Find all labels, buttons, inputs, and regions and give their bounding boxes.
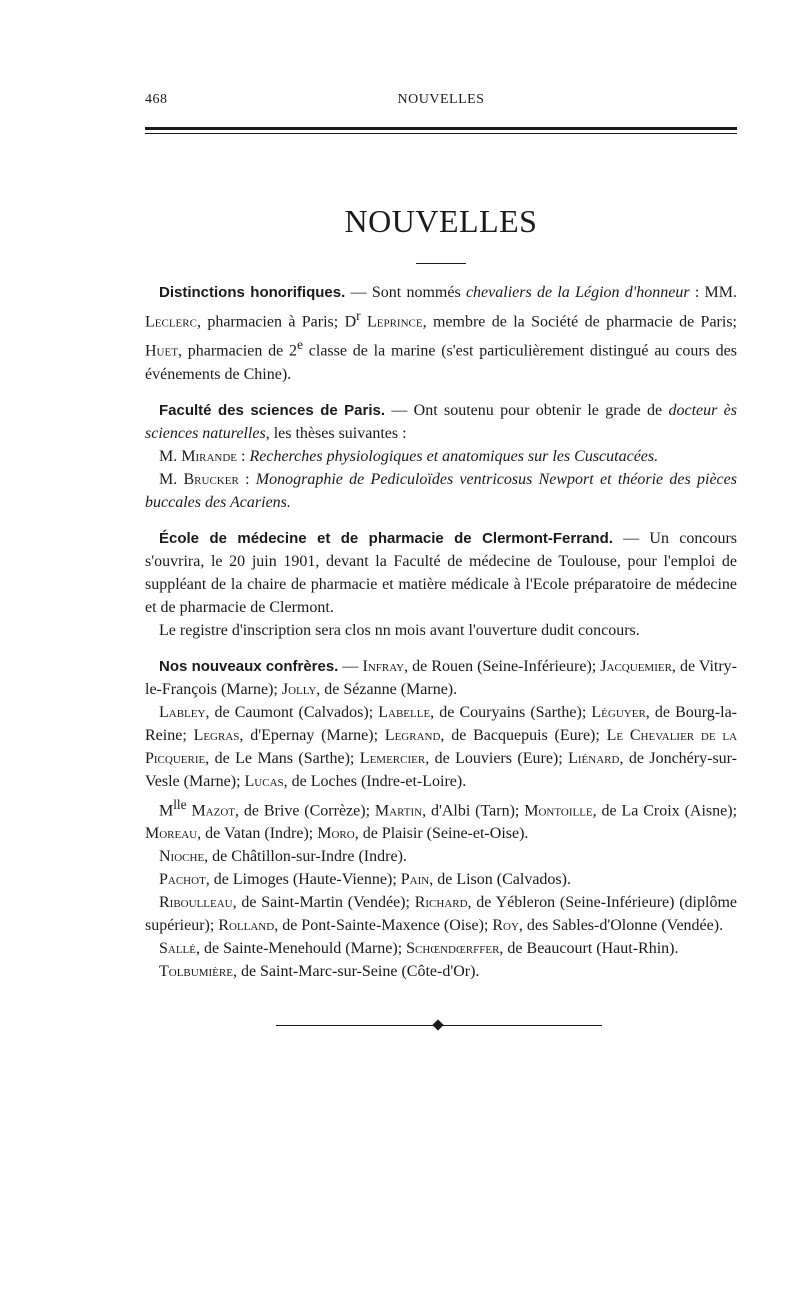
- text: , de Couryains (Sarthe);: [430, 703, 592, 721]
- text-italic: chevaliers de la Légion d'honneur: [465, 284, 690, 301]
- text: , de Vitry-le-François (Marne);: [145, 657, 738, 698]
- header-rule-thick: [145, 127, 737, 130]
- text: , de Loches (Indre-et-Loire).: [283, 772, 467, 790]
- paragraph: [145, 468, 737, 514]
- paragraph: [145, 655, 737, 701]
- section-heading: Nos nouveaux confrères.: [159, 657, 339, 675]
- text: :: [238, 470, 256, 488]
- text: Le registre d'inscription sera clos nn mois avant l'ouverture dudit concours.: [159, 621, 640, 639]
- person-name: Nioche: [159, 847, 205, 865]
- person-name: Rolland: [218, 916, 275, 934]
- person-name: Montoille: [524, 801, 593, 819]
- text: —: [338, 657, 363, 675]
- person-name: Labley: [159, 703, 206, 721]
- person-name: Pachot: [159, 870, 206, 888]
- text: , de Bacquepuis (Eure);: [440, 726, 607, 744]
- text: , de Pont-Sainte-Maxence (Oise);: [274, 916, 493, 934]
- text: , pharmacien à Paris; D: [196, 313, 357, 331]
- person-name: Martin: [374, 801, 423, 819]
- text: , de Saint-Marc-sur-Seine (Côte-d'Or).: [232, 962, 480, 980]
- paragraph: [145, 527, 737, 619]
- text: M.: [159, 447, 182, 465]
- person-name: Pain: [400, 870, 430, 888]
- text: , d'Epernay (Marne);: [239, 726, 385, 744]
- person-name: Mirande: [181, 447, 238, 465]
- person-name: Roy: [492, 916, 519, 934]
- text: , pharmacien de 2: [177, 342, 298, 360]
- end-ornament: [276, 1018, 602, 1032]
- text: , de Louviers (Eure);: [425, 749, 569, 767]
- person-name: Schœndœrffer: [406, 939, 500, 957]
- text: , de Le Mans (Sarthe);: [205, 749, 360, 767]
- text: , de Saint-Martin (Vendée);: [232, 893, 415, 911]
- text: : MM.: [689, 284, 737, 301]
- text: classe de la marine (s'est particulièrement distingué au cours des événements de Chine).: [145, 342, 737, 383]
- superscript: lle: [173, 796, 187, 812]
- running-head: [145, 92, 737, 112]
- person-name: Moro: [317, 824, 355, 842]
- person-name: Le Chevalier de la Picquerie: [145, 726, 738, 767]
- person-name: Infray: [362, 657, 405, 675]
- person-name: Liénard: [568, 749, 620, 767]
- text: , de Caumont (Calvados);: [205, 703, 379, 721]
- paragraph: [145, 793, 737, 845]
- person-name: Legrand: [384, 726, 441, 744]
- text: , de Rouen (Seine-Inférieure);: [404, 657, 601, 675]
- person-name: Legras: [193, 726, 240, 744]
- text: , de Jonchéry-sur-Vesle (Marne);: [145, 749, 738, 790]
- text: , de Brive (Corrèze);: [235, 801, 375, 819]
- person-name: Lemercier: [359, 749, 426, 767]
- paragraph: [145, 868, 737, 891]
- person-name: Huet: [145, 342, 178, 360]
- paragraph: [145, 937, 737, 960]
- person-name: Jolly: [281, 680, 317, 698]
- text: , de Vatan (Indre);: [197, 824, 318, 842]
- person-name: Brucker: [183, 470, 239, 488]
- person-name: Leclerc: [145, 313, 197, 331]
- person-name: Riboulleau: [159, 893, 233, 911]
- person-name: Léguyer: [591, 703, 646, 721]
- person-name: Tolbumière: [159, 962, 233, 980]
- thesis-title: Recherches physiologiques et anatomiques sur les Cuscutacées.: [249, 447, 659, 465]
- text: M.: [159, 470, 184, 488]
- article-body: [145, 281, 737, 996]
- text: , de Sainte-Menehould (Marne);: [196, 939, 407, 957]
- person-name: Sallé: [159, 939, 196, 957]
- text: , de La Croix (Aisne);: [592, 801, 738, 819]
- text: , de Plaisir (Seine-et-Oise).: [354, 824, 529, 842]
- person-name: Jacquemier: [600, 657, 672, 675]
- diamond-icon: [432, 1019, 443, 1030]
- text: , d'Albi (Tarn);: [422, 801, 525, 819]
- paragraph: [145, 960, 737, 983]
- section-heading: Distinctions honorifiques.: [159, 284, 346, 301]
- text: , les thèses suivantes :: [265, 424, 407, 442]
- person-name: Mazot: [191, 801, 236, 819]
- thesis-title: Monographie de Pediculoïdes ventricosus Newport et théorie des pièces buccales des Acariens.: [145, 470, 737, 511]
- text: , des Sables-d'Olonne (Vendée).: [518, 916, 724, 934]
- superscript: e: [297, 337, 303, 353]
- paragraph: [145, 845, 737, 868]
- text: , de Yébleron (Seine-Inférieure) (diplôme supérieur);: [145, 893, 737, 934]
- text: , membre de la Société de pharmacie de Paris;: [422, 313, 737, 331]
- paragraph: [145, 701, 737, 793]
- text: :: [237, 447, 250, 465]
- header-rule-thin: [145, 133, 737, 134]
- text: — Un concours s'ouvrira, le 20 juin 1901, devant la Faculté de médecine de Toulouse, pour l'emploi de suppléant de la chaire de pharmacie et matière médicale à l'Ecole préparatoire de médecine et de pharmacie de Clermont.: [145, 529, 737, 616]
- text: , de Lison (Calvados).: [429, 870, 571, 888]
- page-number: 468: [145, 92, 168, 107]
- section-distinctions: [145, 281, 737, 386]
- text: — Sont nommés: [345, 284, 466, 301]
- person-name: Labelle: [378, 703, 431, 721]
- person-name: Richard: [414, 893, 468, 911]
- running-title: NOUVELLES: [397, 92, 485, 107]
- section-faculte: [145, 399, 737, 514]
- section-ecole: [145, 527, 737, 642]
- section-heading: École de médecine et de pharmacie de Clermont-Ferrand.: [159, 529, 613, 547]
- text: , de Beaucourt (Haut-Rhin).: [499, 939, 679, 957]
- text-italic: docteur ès sciences naturelles: [145, 401, 738, 442]
- paragraph: [145, 399, 737, 445]
- page-title: NOUVELLES: [344, 203, 538, 239]
- text: , de Châtillon-sur-Indre (Indre).: [204, 847, 407, 865]
- text: , de Sézanne (Marne).: [316, 680, 458, 698]
- text: , de Bourg-la-Reine;: [145, 703, 737, 744]
- paragraph: [145, 445, 737, 468]
- text: — Ont soutenu pour obtenir le grade de: [385, 401, 669, 419]
- person-name: Moreau: [145, 824, 198, 842]
- text: M: [159, 801, 174, 819]
- person-name: Leprince: [366, 313, 423, 331]
- paragraph: [145, 891, 737, 937]
- paragraph: [145, 281, 737, 386]
- paragraph: [145, 619, 737, 642]
- person-name: Lucas: [244, 772, 284, 790]
- superscript: r: [356, 308, 361, 323]
- text: , de Limoges (Haute-Vienne);: [205, 870, 401, 888]
- title-rule: [416, 263, 466, 264]
- section-heading: Faculté des sciences de Paris.: [159, 401, 386, 419]
- section-confreres: [145, 655, 737, 983]
